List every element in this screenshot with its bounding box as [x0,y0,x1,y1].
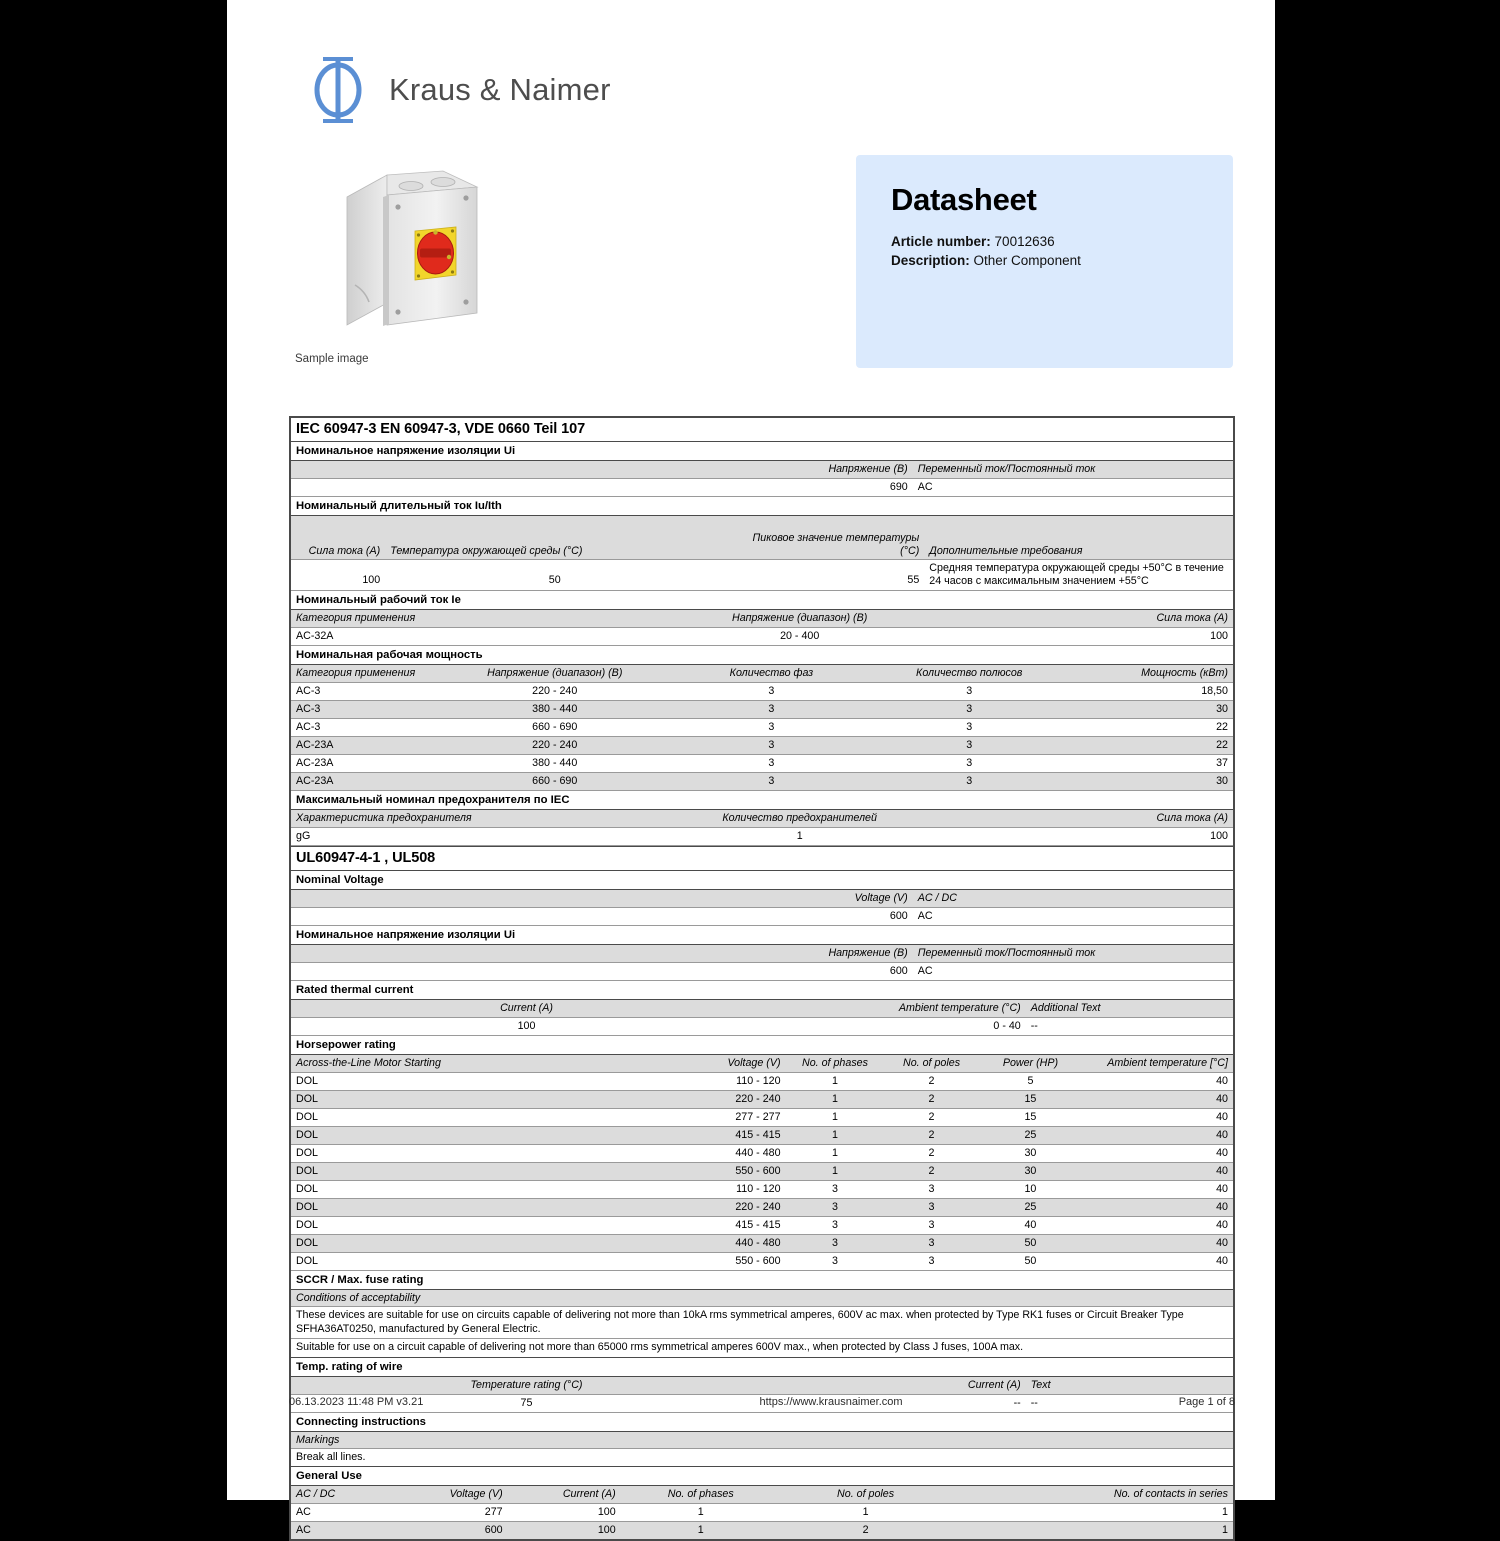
sample-image-caption: Sample image [295,353,369,365]
col-poles: No. of poles [903,1057,961,1069]
section-header-ul-thermal: Rated thermal current [291,981,1233,1000]
table-row: 600 AC [291,908,1233,926]
col-additional-requirements: Дополнительные требования [929,545,1083,557]
specifications-table [289,416,1235,1541]
col-poles: No. of poles [837,1488,895,1500]
document-page [220,0,1282,1536]
col-temperature-rating: Temperature rating (°C) [470,1378,583,1391]
col-fuse-characteristic: Характеристика предохранителя [296,812,472,824]
table-row: 690 AC [291,479,1233,497]
col-poles: Количество полюсов [916,667,1023,679]
page-title: Datasheet [891,182,1037,217]
datasheet-meta [891,232,1081,270]
col-ac-dc: AC / DC [296,1488,336,1500]
col-current: Сила тока (A) [1156,812,1228,824]
description-line [891,251,1081,270]
enclosed-rotary-switch-image [325,165,515,340]
col-current: Сила тока (A) [308,545,381,557]
column-header-row [291,1055,1233,1073]
table-row: DOL 220 - 240 3 3 25 40 [291,1199,1233,1217]
sccr-paragraph-1: These devices are suitable for use on circuits capable of delivering not more than 10kA rms symmetrical amperes, 600V ac max. when protected by Type RK1 fuses or Circuit Breaker Type SFHA36AT0250, manufactured by General Electric. [291,1307,1233,1339]
col-voltage-range: Напряжение (диапазон) (B) [487,667,623,679]
col-power: Мощность (кВт) [1141,667,1228,679]
col-voltage: Voltage (V) [854,892,908,904]
col-current: Current (A) [967,1378,1021,1391]
table-row: DOL 220 - 240 1 2 15 40 [291,1091,1233,1109]
section-header-ul-sccr: SCCR / Max. fuse rating [291,1271,1233,1290]
section-header-iec-fuse: Максимальный номинал предохранителя по IEC [291,791,1233,810]
col-voltage: Voltage (V) [727,1057,781,1069]
table-row: AC-23A 220 - 240 3 3 22 [291,737,1233,755]
col-utilization-category: Категория применения [296,612,416,624]
col-ambient-temp: Температура окружающей среды (°C) [390,545,583,557]
table-row: DOL 110 - 120 3 3 10 40 [291,1181,1233,1199]
footer-timestamp: 06.13.2023 11:48 PM v3.21 [289,1396,424,1408]
col-fuse-count: Количество предохранителей [722,812,877,824]
markings-text: Break all lines. [291,1449,1233,1468]
section-header-iec-iuith: Номинальный длительный ток Iu/Ith [291,497,1233,516]
column-header-row [291,516,1233,560]
phi-logo-icon [309,55,367,125]
col-ac-dc: Переменный ток/Постоянный ток [917,463,1096,475]
datasheet-summary-box [856,155,1233,368]
table-row: 600 AC [291,963,1233,981]
table-row: AC-23A 380 - 440 3 3 37 [291,755,1233,773]
article-number-value: 70012636 [994,234,1055,249]
section-header-iec-ui: Номинальное напряжение изоляции Ui [291,442,1233,461]
table-row: AC-23A 660 - 690 3 3 30 [291,773,1233,791]
table-row: DOL 110 - 120 1 2 5 40 [291,1073,1233,1091]
col-voltage: Voltage (V) [449,1488,503,1500]
section-header-iec-ie: Номинальный рабочий ток Ie [291,591,1233,610]
table-row: AC-3 220 - 240 3 3 18,50 [291,683,1233,701]
section-header-ul-nominal-voltage: Nominal Voltage [291,871,1233,890]
table-row: AC 600 100 1 2 1 [291,1522,1233,1539]
col-voltage: Напряжение (B) [828,947,908,959]
col-phases: No. of phases [667,1488,734,1500]
table-row: AC-3 660 - 690 3 3 22 [291,719,1233,737]
table-row: DOL 550 - 600 3 3 50 40 [291,1253,1233,1271]
page-footer [289,1396,1235,1408]
col-voltage-range: Напряжение (диапазон) (B) [732,612,868,624]
column-header-row [291,810,1233,828]
table-row: DOL 415 - 415 3 3 40 40 [291,1217,1233,1235]
col-current: Current (A) [500,1002,553,1014]
table-row: AC 277 100 1 1 1 [291,1504,1233,1522]
sccr-conditions-subtitle: Conditions of acceptability [291,1290,1233,1307]
standard-header-ul: UL60947-4-1 , UL508 [291,846,1233,871]
col-phases: Количество фаз [729,667,814,679]
col-utilization-category: Категория применения [296,667,416,679]
column-header-row [291,665,1233,683]
col-contacts-in-series: No. of contacts in series [1113,1488,1228,1500]
brand-header [309,55,611,125]
column-header-row [291,1377,1233,1395]
col-additional-text: Additional Text [1030,1002,1101,1014]
col-voltage: Напряжение (B) [828,463,908,475]
column-header-row [291,610,1233,628]
col-ac-dc: Переменный ток/Постоянный ток [917,947,1096,959]
sccr-paragraph-2: Suitable for use on a circuit capable of delivering not more than 65000 rms symmetrical amperes 600V max., when protected by Class J fuses, 100A max. [291,1339,1233,1358]
table-row: DOL 277 - 277 1 2 15 40 [291,1109,1233,1127]
brand-name: Kraus & Naimer [389,72,611,107]
description-label: Description: [891,253,970,268]
column-header-row [291,461,1233,479]
column-header-row [291,945,1233,963]
table-row: 75 -- -- [291,1395,1233,1413]
footer-website-link[interactable]: https://www.krausnaimer.com [759,1396,903,1408]
section-header-iec-power: Номинальная рабочая мощность [291,646,1233,665]
section-header-ul-general-use: General Use [291,1467,1233,1486]
article-number-label: Article number: [891,234,991,249]
col-ambient-temp: Ambient temperature [°C] [1107,1057,1228,1069]
section-header-ul-connecting: Connecting instructions [291,1413,1233,1432]
col-current: Current (A) [562,1488,616,1500]
table-row: gG 1 100 [291,828,1233,846]
table-row: 100 50 55 Средняя температура окружающей среды +50°C в течение 24 часов с максимальным значением +55°C [291,560,1233,591]
column-header-row [291,1486,1233,1504]
footer-page-number: Page 1 of 8 [1178,1396,1235,1408]
table-row: DOL 415 - 415 1 2 25 40 [291,1127,1233,1145]
table-row: DOL 440 - 480 3 3 50 40 [291,1235,1233,1253]
standard-header-iec: IEC 60947-3 EN 60947-3, VDE 0660 Teil 107 [291,418,1233,442]
column-header-row [291,1000,1233,1018]
section-header-ul-ui: Номинальное напряжение изоляции Ui [291,926,1233,945]
section-header-ul-wire: Temp. rating of wire [291,1358,1233,1377]
section-header-ul-horsepower: Horsepower rating [291,1036,1233,1055]
col-peak-temp: Пиковое значение температуры (°C) [752,532,920,557]
column-header-row [291,890,1233,908]
col-text: Text [1030,1378,1051,1391]
table-row: DOL 550 - 600 1 2 30 40 [291,1163,1233,1181]
col-power-hp: Power (HP) [1002,1057,1059,1069]
col-ambient-temp: Ambient temperature (°C) [898,1002,1021,1014]
table-row: AC-32A 20 - 400 100 [291,628,1233,646]
description-value: Other Component [973,253,1081,268]
article-number-line [891,232,1081,251]
col-phases: No. of phases [802,1057,868,1069]
col-motor-starting: Across-the-Line Motor Starting [296,1057,441,1069]
table-row: DOL 440 - 480 1 2 30 40 [291,1145,1233,1163]
table-row: 100 0 - 40 -- [291,1018,1233,1036]
table-row: AC-3 380 - 440 3 3 30 [291,701,1233,719]
col-current: Сила тока (A) [1156,612,1228,624]
markings-subtitle: Markings [291,1432,1233,1449]
col-ac-dc: AC / DC [917,892,957,904]
